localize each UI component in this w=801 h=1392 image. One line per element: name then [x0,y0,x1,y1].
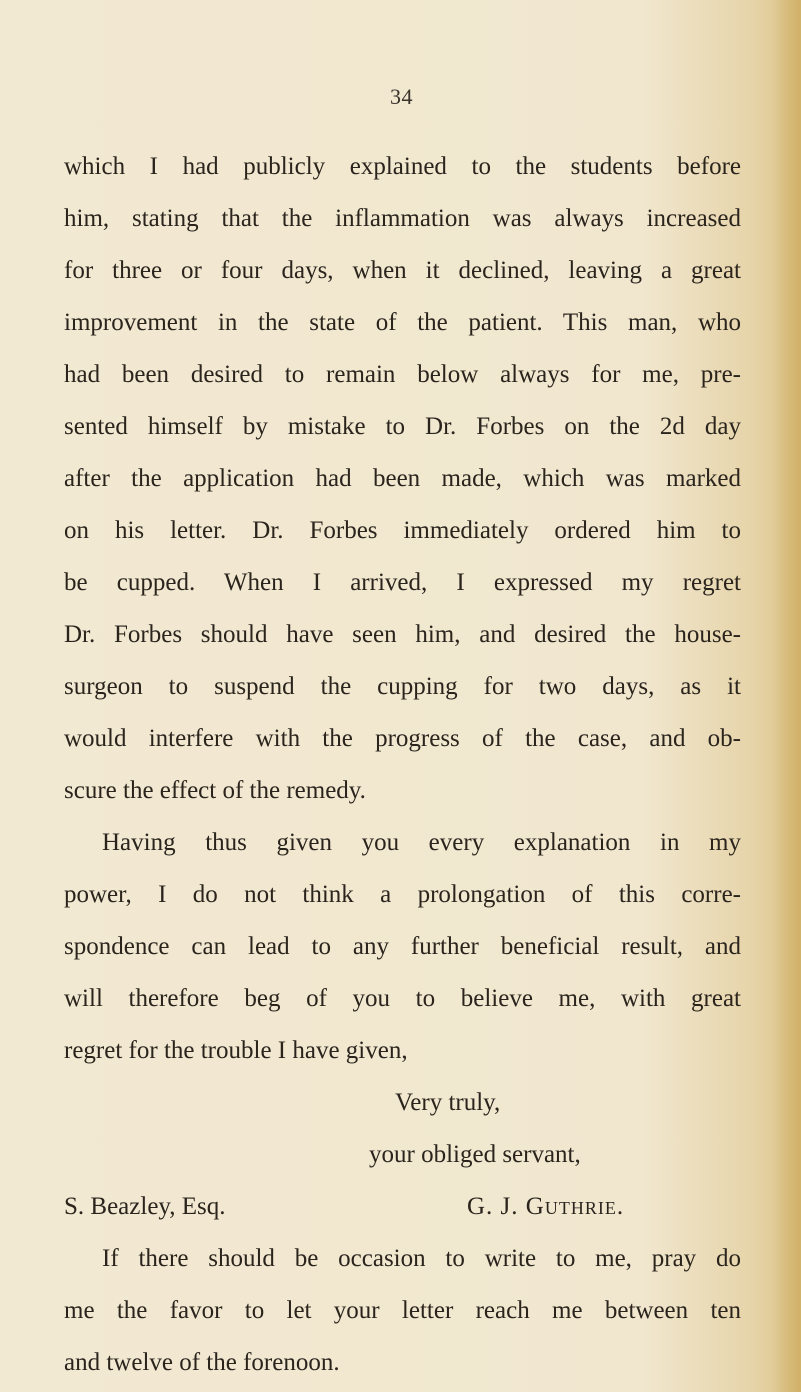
text-line: surgeon to suspend the cupping for two days, as it [64,673,741,700]
letter-text [64,141,741,1389]
paragraph-1 [64,141,741,817]
text-line: had been desired to remain below always for me, pre- [64,361,741,388]
text-line: sented himself by mistake to Dr. Forbes on the 2d day [64,413,741,440]
text-line: me the favor to let your letter reach me between ten [64,1297,741,1324]
text-line: him, stating that the inflammation was always increased [64,205,741,232]
closing [64,1077,741,1233]
text-line: Having thus given you every explanation in my [102,829,741,856]
text-line: power, I do not think a prolongation of this corre- [64,881,741,908]
text-line: If there should be occasion to write to me, pray do [102,1245,741,1272]
postscript [64,1233,741,1389]
text-line: Dr. Forbes should have seen him, and desired the house- [64,621,741,648]
addressee: S. Beazley, Esq. [64,1193,226,1220]
page-edge-shading [773,0,801,1392]
signature: G. J. Guthrie. [467,1193,625,1220]
signature-row [64,1181,741,1233]
text-line: improvement in the state of the patient. This man, who [64,309,741,336]
text-line: after the application had been made, which was marked [64,465,741,492]
text-line: scure the effect of the remedy. [64,777,366,804]
paragraph-2 [64,817,741,1077]
closing-line-2: your obliged servant, [369,1141,581,1168]
text-line: for three or four days, when it declined, leaving a great [64,257,741,284]
text-line: be cupped. When I arrived, I expressed my regret [64,569,741,596]
text-line: would interfere with the progress of the case, and ob- [64,725,741,752]
text-line: and twelve of the forenoon. [64,1349,340,1376]
text-line: regret for the trouble I have given, [64,1037,408,1064]
page-number: 34 [390,84,413,109]
closing-line-1: Very truly, [395,1089,501,1116]
text-line: which I had publicly explained to the students before [64,153,741,180]
text-line: will therefore beg of you to believe me, with great [64,985,741,1012]
text-line: spondence can lead to any further beneficial result, and [64,933,741,960]
text-line: on his letter. Dr. Forbes immediately ordered him to [64,517,741,544]
